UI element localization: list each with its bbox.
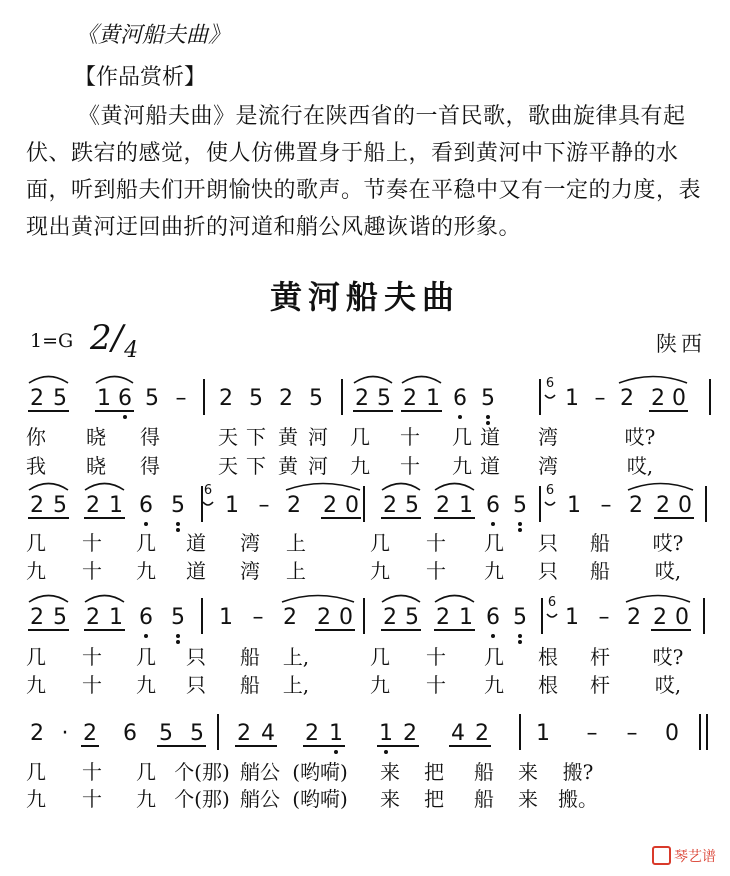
jianpu-note: 2	[283, 605, 297, 630]
slur-mark	[286, 484, 360, 491]
lyric-verse-2: 九	[136, 559, 156, 583]
jianpu-note: 1	[426, 386, 440, 411]
lyric-verse-1: 来	[518, 760, 538, 784]
low-octave-dot	[384, 750, 388, 754]
jianpu-note: 5	[190, 721, 204, 746]
jianpu-note: 6	[486, 493, 500, 518]
grace-note-mark: 6	[545, 376, 555, 391]
grace-note-hook	[545, 502, 555, 505]
lyric-verse-2: (哟嗬)	[292, 787, 348, 811]
lyric-verse-2: 九	[26, 787, 46, 811]
jianpu-note: ·	[61, 721, 69, 746]
lyric-verse-2: 天	[218, 454, 238, 478]
lyric-verse-2: 道	[186, 559, 206, 583]
jianpu-note: 2	[30, 493, 44, 518]
lyric-verse-1: 几	[484, 531, 504, 555]
lyric-verse-2: 九	[136, 673, 156, 697]
grace-note-hook	[203, 502, 213, 505]
slur-mark	[435, 484, 474, 491]
grace-note-hook	[545, 395, 555, 398]
lyric-verse-2: 九	[370, 673, 390, 697]
intro-title: 《黄河船夫曲》	[76, 23, 231, 48]
lyric-verse-2: 十	[82, 787, 102, 811]
jianpu-note: 5	[53, 386, 67, 411]
low-octave-dot	[176, 640, 180, 644]
lyric-verse-2: 把	[424, 787, 444, 811]
lyric-verse-1: 湾	[240, 531, 260, 555]
lyric-verse-2: 十	[82, 673, 102, 697]
lyric-verse-2: 搬。	[558, 787, 598, 811]
low-octave-dot	[144, 634, 148, 638]
jianpu-note: –	[600, 493, 612, 518]
jianpu-note: 1	[109, 493, 123, 518]
jianpu-note: 2	[30, 605, 44, 630]
jianpu-note: 6	[118, 386, 132, 411]
lyric-verse-1: 只	[186, 645, 206, 669]
jianpu-note: 1	[379, 721, 393, 746]
jianpu-note: 2	[86, 493, 100, 518]
section-heading: 【作品赏析】	[74, 65, 207, 90]
lyric-verse-1: 几	[136, 760, 156, 784]
low-octave-dot	[491, 522, 495, 526]
low-octave-dot	[176, 528, 180, 532]
lyric-verse-2: 只	[538, 559, 558, 583]
lyric-verse-2: 船	[590, 559, 610, 583]
lyric-verse-2: 晓	[86, 454, 106, 478]
lyric-verse-1: 湾	[538, 425, 558, 449]
lyric-verse-2: 来	[518, 787, 538, 811]
lyric-verse-1: 几	[136, 531, 156, 555]
slur-mark	[382, 484, 420, 491]
lyric-verse-2: 道	[480, 454, 500, 478]
lyric-verse-1: 搬?	[562, 760, 594, 784]
slur-mark	[85, 484, 124, 491]
jianpu-note: 2	[83, 721, 97, 746]
jianpu-note: 0	[345, 493, 359, 518]
slur-mark	[29, 377, 68, 384]
grace-note-mark: 6	[203, 483, 213, 498]
low-octave-dot	[176, 522, 180, 526]
jianpu-note: 5	[171, 493, 185, 518]
lyric-verse-1: 十	[82, 531, 102, 555]
meter-denominator: 4	[124, 338, 139, 363]
lyric-verse-1: 艄公	[240, 760, 280, 784]
lyric-verse-1: 上	[286, 531, 306, 555]
jianpu-note: 2	[627, 605, 641, 630]
meter-numerator: 2	[90, 318, 112, 358]
jianpu-note: 5	[481, 386, 495, 411]
lyric-verse-1: 哎?	[652, 531, 684, 555]
lyric-verse-1: (哟嗬)	[292, 760, 348, 784]
lyric-verse-1: 几	[484, 645, 504, 669]
jianpu-note: 2	[629, 493, 643, 518]
jianpu-note: 4	[451, 721, 465, 746]
lyric-verse-2: 九	[136, 787, 156, 811]
low-octave-dot	[518, 528, 522, 532]
lyric-verse-2: 九	[26, 559, 46, 583]
lyric-verse-1: 几	[350, 425, 370, 449]
lyric-verse-1: 晓	[86, 425, 106, 449]
jianpu-note: –	[586, 721, 598, 746]
low-octave-dot	[458, 415, 462, 419]
key-signature: 1=G	[30, 330, 74, 352]
jianpu-note: 5	[405, 605, 419, 630]
grace-note-hook	[547, 614, 557, 617]
watermark-logo-icon	[652, 846, 671, 865]
grace-note-mark: 6	[545, 483, 555, 498]
slur-mark	[354, 377, 392, 384]
jianpu-note: 2	[383, 493, 397, 518]
jianpu-note: –	[594, 386, 606, 411]
lyric-verse-1: 根	[538, 645, 558, 669]
jianpu-note: 5	[145, 386, 159, 411]
jianpu-note: 2	[383, 605, 397, 630]
lyric-verse-1: 几	[26, 760, 46, 784]
jianpu-note: 1	[567, 493, 581, 518]
jianpu-note: 2	[237, 721, 251, 746]
lyric-verse-2: 湾	[538, 454, 558, 478]
lyric-verse-2: 九	[452, 454, 472, 478]
lyric-verse-1: 道	[480, 425, 500, 449]
jianpu-note: 2	[30, 386, 44, 411]
lyric-verse-2: 十	[426, 673, 446, 697]
lyric-verse-1: 个(那)	[174, 760, 230, 784]
watermark-text: 琴艺谱	[674, 849, 716, 865]
lyric-verse-1: 黄	[278, 425, 298, 449]
jianpu-note: 0	[665, 721, 679, 746]
lyric-verse-2: 根	[538, 673, 558, 697]
lyric-verse-2: 九	[26, 673, 46, 697]
lyric-verse-1: 下	[246, 425, 266, 449]
jianpu-note: 1	[329, 721, 343, 746]
lyric-verse-2: 得	[140, 454, 160, 478]
appreciation-paragraph: 《黄河船夫曲》是流行在陕西省的一首民歌，歌曲旋律具有起伏、跌宕的感觉，使人仿佛置身于船上，看到黄河中下游平静的水面，听到船夫们开朗愉快的歌声。节奏在平稳中又有一定的力度，表现出黄河迂回曲折的河道和艄公风趣诙谐的形象。	[26, 104, 702, 240]
jianpu-note: 2	[656, 493, 670, 518]
slur-mark	[96, 377, 133, 384]
jianpu-note: 5	[159, 721, 173, 746]
jianpu-note: 5	[171, 605, 185, 630]
slur-mark	[85, 596, 124, 603]
lyric-verse-1: 几	[26, 645, 46, 669]
lyric-verse-2: 杆	[590, 673, 610, 697]
lyric-verse-1: 十	[426, 531, 446, 555]
lyric-verse-2: 只	[186, 673, 206, 697]
jianpu-note: 5	[309, 386, 323, 411]
lyric-verse-2: 艄公	[240, 787, 280, 811]
lyric-verse-2: 湾	[240, 559, 260, 583]
slur-mark	[29, 484, 68, 491]
lyric-verse-1: 道	[186, 531, 206, 555]
lyric-verse-1: 只	[538, 531, 558, 555]
jianpu-note: –	[252, 605, 264, 630]
jianpu-note: 1	[565, 605, 579, 630]
jianpu-note: 0	[675, 605, 689, 630]
lyric-verse-2: 九	[484, 673, 504, 697]
jianpu-note: 5	[377, 386, 391, 411]
lyric-verse-1: 几	[370, 645, 390, 669]
lyric-verse-2: 下	[246, 454, 266, 478]
lyric-verse-2: 哎,	[654, 673, 682, 697]
jianpu-note: 2	[436, 605, 450, 630]
jianpu-note: 6	[139, 605, 153, 630]
lyric-verse-1: 你	[26, 425, 46, 449]
slur-mark	[382, 596, 420, 603]
jianpu-note: 2	[355, 386, 369, 411]
jianpu-note: 2	[651, 386, 665, 411]
song-region: 陕西	[656, 332, 706, 356]
jianpu-note: 0	[672, 386, 686, 411]
lyric-verse-1: 天	[218, 425, 238, 449]
jianpu-note: –	[258, 493, 270, 518]
jianpu-note: –	[626, 721, 638, 746]
low-octave-dot	[144, 522, 148, 526]
jianpu-note: 2	[403, 721, 417, 746]
lyric-verse-1: 几	[370, 531, 390, 555]
lyric-verse-2: 九	[484, 559, 504, 583]
lyric-verse-1: 几	[136, 645, 156, 669]
slur-mark	[435, 596, 474, 603]
lyric-verse-1: 哎?	[652, 645, 684, 669]
jianpu-note: 2	[287, 493, 301, 518]
jianpu-note: 2	[30, 721, 44, 746]
low-octave-dot	[176, 634, 180, 638]
song-title: 黄河船夫曲	[269, 278, 460, 316]
low-octave-dot	[486, 415, 490, 419]
lyric-verse-1: 上,	[282, 645, 310, 669]
jianpu-note: 5	[513, 605, 527, 630]
jianpu-note: 6	[486, 605, 500, 630]
lyric-verse-2: 来	[380, 787, 400, 811]
lyric-verse-2: 上,	[282, 673, 310, 697]
jianpu-note: 5	[405, 493, 419, 518]
lyric-verse-2: 十	[400, 454, 420, 478]
watermark	[652, 846, 716, 866]
jianpu-note: 6	[453, 386, 467, 411]
jianpu-note: 5	[513, 493, 527, 518]
lyric-verse-2: 十	[426, 559, 446, 583]
lyric-verse-2: 九	[370, 559, 390, 583]
lyric-verse-2: 黄	[278, 454, 298, 478]
time-signature: $2/_4$	[90, 318, 139, 363]
jianpu-note: 2	[403, 386, 417, 411]
lyric-verse-2: 哎,	[654, 559, 682, 583]
lyric-verse-1: 船	[474, 760, 494, 784]
jianpu-note: 1	[225, 493, 239, 518]
jianpu-note: 2	[305, 721, 319, 746]
low-octave-dot	[518, 640, 522, 644]
lyric-verse-2: 我	[26, 454, 46, 478]
lyric-verse-1: 得	[140, 425, 160, 449]
lyric-verse-1: 船	[240, 645, 260, 669]
jianpu-note: 2	[86, 605, 100, 630]
lyric-verse-1: 来	[380, 760, 400, 784]
jianpu-note: 1	[109, 605, 123, 630]
low-octave-dot	[123, 415, 127, 419]
jianpu-note: 1	[459, 605, 473, 630]
lyric-verse-1: 十	[426, 645, 446, 669]
lyric-verse-1: 几	[26, 531, 46, 555]
lyric-verse-2: 十	[82, 559, 102, 583]
lyric-verse-1: 哎?	[624, 425, 656, 449]
jianpu-note: 2	[436, 493, 450, 518]
slur-mark	[628, 484, 693, 491]
jianpu-note: 0	[678, 493, 692, 518]
lyric-verse-2: 九	[350, 454, 370, 478]
slur-mark	[619, 377, 687, 384]
grace-note-mark: 6	[547, 595, 557, 610]
jianpu-note: 2	[279, 386, 293, 411]
jianpu-note: 2	[653, 605, 667, 630]
lyric-verse-2: 船	[474, 787, 494, 811]
low-octave-dot	[518, 634, 522, 638]
jianpu-note: 1	[565, 386, 579, 411]
jianpu-note: 1	[219, 605, 233, 630]
jianpu-note: 6	[123, 721, 137, 746]
jianpu-note: 2	[475, 721, 489, 746]
lyric-verse-1: 把	[424, 760, 444, 784]
jianpu-note: –	[175, 386, 187, 411]
low-octave-dot	[491, 634, 495, 638]
lyric-verse-1: 船	[590, 531, 610, 555]
jianpu-note: 2	[323, 493, 337, 518]
lyric-verse-2: 哎,	[626, 454, 654, 478]
slur-mark	[282, 596, 354, 603]
lyric-verse-1: 河	[308, 425, 328, 449]
jianpu-note: 2	[317, 605, 331, 630]
lyric-verse-2: 船	[240, 673, 260, 697]
low-octave-dot	[518, 522, 522, 526]
lyric-verse-1: 杆	[590, 645, 610, 669]
jianpu-note: 1	[536, 721, 550, 746]
lyric-verse-2: 上	[286, 559, 306, 583]
lyric-verse-1: 十	[82, 645, 102, 669]
jianpu-note: –	[598, 605, 610, 630]
slur-mark	[29, 596, 68, 603]
slur-mark	[402, 377, 441, 384]
jianpu-note: 5	[53, 605, 67, 630]
lyric-verse-1: 几	[452, 425, 472, 449]
lyric-verse-2: 河	[308, 454, 328, 478]
jianpu-note: 1	[97, 386, 111, 411]
jianpu-note: 2	[219, 386, 233, 411]
jianpu-note: 4	[261, 721, 275, 746]
lyric-verse-1: 十	[82, 760, 102, 784]
jianpu-note: 0	[339, 605, 353, 630]
low-octave-dot	[334, 750, 338, 754]
jianpu-note: 6	[139, 493, 153, 518]
lyric-verse-1: 十	[400, 425, 420, 449]
jianpu-note: 5	[249, 386, 263, 411]
jianpu-note: 1	[459, 493, 473, 518]
slur-mark	[626, 596, 690, 603]
lyric-verse-2: 个(那)	[174, 787, 230, 811]
jianpu-note: 5	[53, 493, 67, 518]
jianpu-note: 2	[620, 386, 634, 411]
